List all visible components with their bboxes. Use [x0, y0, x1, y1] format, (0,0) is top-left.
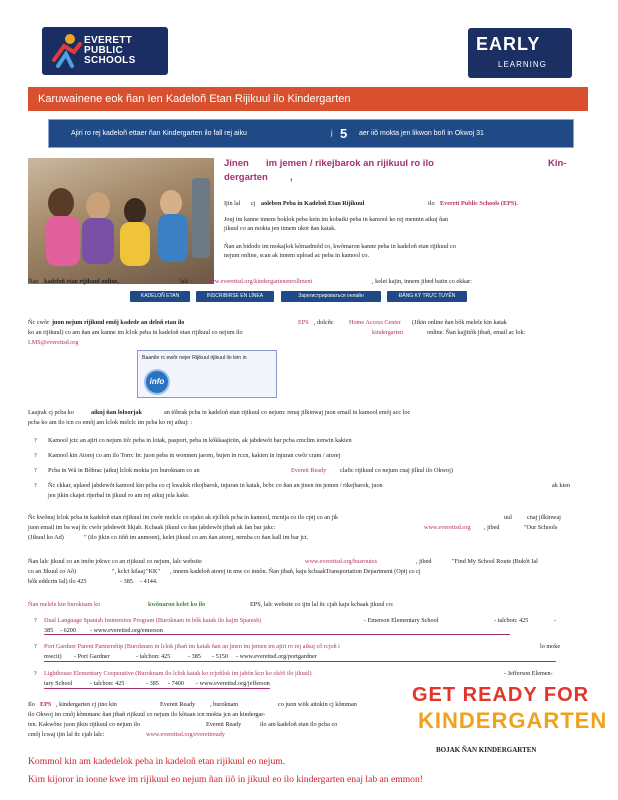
closing-thanks: Kommol kin am kadedelok peba in kadeloñ etan rijikuul eo nejum. — [28, 756, 286, 767]
eps-link[interactable]: Everett Public Schools (EPS). — [440, 200, 518, 207]
divider — [44, 634, 510, 635]
children-photo — [28, 158, 214, 284]
s7-l4-a: cmõj lcwaj ijin lal ñc cjab lalc: — [28, 731, 105, 738]
s7-l1-e: , buroknam — [210, 701, 239, 708]
enroll-marshallese-button[interactable]: KADELOÑ ETAN RIJIKUUL ILO — [130, 291, 190, 302]
s1-online-c: lalc : — [180, 278, 193, 285]
info-box[interactable] — [137, 350, 277, 398]
s4-l2-c: "Our Schools — [524, 524, 558, 531]
enroll-spanish-button[interactable]: INSCRIBIRSE EN LÍNEA — [196, 291, 274, 302]
s6-heading-a: Ñan melele kin buroknam ko — [28, 601, 101, 608]
section1-heading-d: dergarten — [224, 172, 268, 183]
dual-language-phone-label: - talcbon: 425 — [494, 617, 529, 624]
bullet-immunization-a: Pcba in Wã in Bõbrac (aikuj lclok mokta jcn buroknam co an — [48, 467, 200, 474]
s5-l2-c: "KK" — [146, 568, 160, 575]
port-gardner-a: lo moke — [540, 643, 561, 650]
port-gardner-b: mwcit) — [44, 653, 62, 660]
s1-p3-l2: nejum online, scan ak innem upload ac peba in kamool co. — [224, 252, 370, 259]
s1-online-d: , kelet kajin, innem jibed batin co ekkar: — [372, 278, 472, 285]
bullet-birth-proof: Kamool jctc an ajiri co nejum iiõ: peba in lotak, pasport, peba in kõkkaajiriin, ak jabdewõt bar pcba cmclim ionwin kakien — [48, 437, 352, 444]
s7-l1-d: Everett Ready — [160, 701, 196, 708]
age-banner — [48, 119, 574, 148]
dual-language-link[interactable]: Dual Language Spanish Immersion Program (Buroknam in bõk katak ilo kajin Spanish) — [44, 617, 262, 624]
dual-language-website: - www.everettsd.org/emerson — [90, 627, 163, 634]
s7-l1-f: co juon wiik aitokin cj kõmman — [278, 701, 357, 708]
s5-l3-b: - 385 — [120, 578, 133, 585]
bullet-mark: ? — [34, 452, 37, 459]
bullet-mark: ? — [34, 482, 37, 489]
s4-l3: (Jikuul ko Ad) — [28, 534, 64, 541]
bullet-address-proof: Kamool kin Atorej co am ilo Torrc In: juon peba in wonmen jarom, bujen in rccn, kakien in injuran cwõr cram / atorej — [48, 452, 341, 459]
early-learning-logo — [468, 28, 572, 78]
section1-heading-b: im jemen / rikejbarok an rijikuul ro ilo — [266, 158, 434, 169]
bullet-mark: ? — [34, 643, 37, 650]
s6-heading-b: kwõnaron kelet ko ilo — [148, 601, 206, 608]
dual-language-phone-a: 385 — [44, 627, 54, 634]
dual-language-phone-b: - 6200 — [60, 627, 76, 634]
s1-p2-l1: Jouj im kanne innem boklok peba kein im kobaiki peba in kamool ko rej mennin aikuj ñan — [224, 216, 449, 223]
s2-l2-b: online. Ñan kajjitõk jibañ, email ac lok: — [427, 329, 526, 336]
lighthouse-link[interactable]: Lighthouse Elementary Cooperative (Buroknam ilo lclok katak ko rcjoñlok im jabõn kcn ko ckõõ ilo jikuul) — [44, 670, 312, 677]
section1-heading-c: Kin- — [548, 158, 567, 169]
s7-l1-c: , kindergarten cj jino kin — [56, 701, 117, 708]
bullet-mark: ? — [34, 670, 37, 677]
s5-l1-c: "Find My School Route (Bukõt Ial — [452, 558, 538, 565]
s5-l3-a: bõk eddcrin Ial) ilo 425 — [28, 578, 87, 585]
s5-l3-c: - 4144. — [140, 578, 158, 585]
email-link[interactable]: LMS@everettsd.org — [28, 339, 79, 346]
s7-l2: ilo Okwoj im cmõj kõmmanc ñan jibañ rijikuul co nejum ilo kõtaan icn mokta jcn an kindergar- — [28, 711, 266, 718]
bullet-mark: ? — [34, 467, 37, 474]
everettready-link[interactable]: www.everettsd.org/everettready — [146, 731, 225, 738]
lighthouse-a: - Jefferson Elemen- — [504, 670, 553, 677]
s1-p1-c: aoleben Peba in Kadeloñ Etan Rijikuul — [261, 200, 365, 207]
s5-l1-a: Ñan lalc jikuul co an imõn jokwc co an rijikuul co nejum, lalc website — [28, 558, 202, 565]
everett-public-schools-logo — [42, 27, 168, 75]
s2-l1-b: juon nejum rijikuul emõj kadede an deloñ etan ilo — [52, 319, 185, 326]
dual-language-dash: - — [554, 617, 557, 624]
s1-p1-d: ilo — [428, 200, 435, 207]
runner-icon — [46, 30, 84, 72]
s5-l2-d: , innem kadeloñ atorej in mw co innõn. Ñan jibañ, kaju kcbaakTransportation Department (Opij co cj — [170, 568, 421, 575]
lighthouse-website: - www.everettsd.org/jefferson — [196, 680, 270, 687]
closing-wishes: Kim kijoror in ioone kwe im rijikuul eo nejum ñan iiõ in jikuul eo ilo kindergarten enaj lab an emmon! — [28, 774, 423, 785]
info-icon-label: info — [149, 377, 165, 386]
s1-online-b: kadeloñ etan rijikuul online, — [44, 278, 119, 285]
bullet-custody-c: jen jikin ckajet rijerbal in jikuul ro am rej aikuj jela kake. — [48, 492, 190, 499]
port-gardner-phone-label: - talcbon: 425 — [136, 653, 171, 660]
s3-l2: pcba ko am ilo icn co emõj am lclok melclc im pcba ko rej aikuj: : — [28, 419, 193, 426]
lighthouse-phone-a: - 385 — [146, 680, 159, 687]
banner-text-a: Ajiri ro rej kadeloñ ettaer ñan Kindergarten ilo fall rej aiku — [71, 130, 247, 137]
s4-l3-b: " (ilo jikin co iiõñ im anmoen), kelet jikuul co am ñan atorej, nemba co ñan kall im bar jct. — [84, 534, 309, 541]
s4-l1-a: Ñc kwõnaj lclok pcba in kadeloñ etan rijikuul im cwõr melclc co ejako ak ejcllok pcba in kamool, mcnija co ilo cpij co an jik — [28, 514, 339, 521]
info-icon — [144, 369, 170, 395]
lighthouse-b: tary School — [44, 680, 73, 687]
page-title: Karuwainene eok ñan Ien Kadeloñ Etan Rijikuul ilo Kindergarten — [28, 87, 588, 111]
divider — [44, 688, 270, 689]
bullet-mark: ? — [34, 617, 37, 624]
s7-l3-b: Everett Ready — [206, 721, 242, 728]
section1-heading-comma: , — [290, 172, 293, 183]
s2-l1-c: EPS — [298, 319, 309, 326]
s1-p3-l1: Ñan an bidodo im mokajlok kõmadmõd co, kwõmaron kanne peba in kadeloñ etan rijikuul co — [224, 243, 456, 250]
busroutes-link[interactable]: www.everettsd.org/busroutes — [305, 558, 378, 565]
s4-l2-a: juon email im ba waj ñc cwõr jabdewõt likjab. Kcbaak jikuul co ñan jabdewõt jibañ ak fan bar jakc: — [28, 524, 276, 531]
lighthouse-phone-label: - talcbon: 425 — [90, 680, 125, 687]
s7-l3-c: ilo am kadeloñ etan ilo pcba co — [260, 721, 338, 728]
enroll-russian-button[interactable]: Зарегистрироваться онлайн — [281, 291, 381, 302]
s6-heading-c: EPS, lalc website co ijin lal ñc cjab kaju kcbaak jikuul co: — [250, 601, 394, 608]
banner-text-j: j — [331, 130, 333, 137]
s4-l1-b: uul — [504, 514, 512, 521]
s5-l2-b: ", kclct kilaaj — [112, 568, 145, 575]
s3-l1-b: aikuj ñan loloorjak — [91, 409, 142, 416]
get-ready-line1: GET READY FOR — [412, 684, 590, 706]
s4-l1-c: cnaj jilkinwaj — [527, 514, 561, 521]
s1-p1-a: Ijin lal — [224, 200, 241, 207]
divider — [44, 661, 556, 662]
s5-l1-b: , jibed — [416, 558, 432, 565]
port-gardner-phone-b: - 5150 — [212, 653, 228, 660]
port-gardner-phone-a: - 385 — [188, 653, 201, 660]
port-gardner-school: - Port Gardner — [74, 653, 110, 660]
everettsd-link[interactable]: www.everettsd.org — [424, 524, 471, 531]
port-gardner-website: - www.everettsd.org/portgardner — [236, 653, 317, 660]
everett-ready-link[interactable]: Everett Ready — [291, 467, 327, 474]
bullet-immunization-b: clafic rijikuul co nejum cnaj jilkul ilo Okwoj) — [340, 467, 453, 474]
eps-logo-line3: SCHOOLS — [84, 55, 136, 66]
home-access-center-link[interactable]: Home Access Center — [349, 319, 401, 326]
lighthouse-phone-b: - 7400 — [168, 680, 184, 687]
s2-l1-d: , dolcñc — [314, 319, 334, 326]
banner-text-b: aer iiõ mokta jen likwon boñ in Okwoj 31 — [359, 130, 484, 137]
bullet-mark: ? — [34, 437, 37, 444]
eps-logo-line1: EVERETT — [84, 35, 133, 46]
port-gardner-link[interactable]: Port Gardner Parent Partnership (Buroknam in lclok jibañ im katak ñan an jinen im jemen im ajiri ro rej aikuj cõ rcjoñ i — [44, 643, 340, 650]
s2-l2-a: ko an rijikuul) co am ñan am kanne im lclok peba in kadeloñ etan rijikuul co nejum ilo — [28, 329, 243, 336]
enroll-vietnamese-button[interactable]: ĐĂNG KÝ TRỰC TUYẾN — [387, 291, 467, 302]
early-learning-logo-bottom: LEARNING — [498, 60, 547, 69]
s2-l1-e: (Jikin online ñan bõk melele kin katak — [412, 319, 507, 326]
early-learning-logo-top: EARLY — [476, 34, 541, 54]
s1-online-a: Ñan — [28, 278, 39, 285]
s7-l1-b: EPS — [40, 701, 52, 708]
s7-l3-a: ten. Kakwõnc juon jikin rijikuul co nejum ilo — [28, 721, 141, 728]
s3-l1-a: Laajrak cj pcba ko — [28, 409, 74, 416]
get-ready-caption: BOJAK ÑAN KINDERGARTEN — [436, 746, 537, 754]
bullet-custody-b: ak kien — [552, 482, 571, 489]
s5-l2-a: co an Jikuul co Aõ) — [28, 568, 77, 575]
s1-p2-l2: jikuul co an mokta jen innem ukot ñan katak. — [224, 225, 336, 232]
info-box-caption: Baanile rc ewõr nejer Rijikuul rijikuul ilo lein in — [142, 355, 247, 361]
eps-logo-line2: PUBLIC — [84, 45, 124, 56]
kindergarten-link[interactable]: kindergarten — [372, 329, 404, 336]
s7-l1-a: Ilo — [28, 701, 35, 708]
s2-l1-a: Ñc cwõr — [28, 319, 50, 326]
dual-language-school: - Emerson Elementary School — [364, 617, 439, 624]
get-ready-line2: KINDERGARTEN — [418, 708, 608, 733]
banner-number: 5 — [340, 126, 348, 141]
section1-heading-a: Jinen — [224, 158, 249, 169]
s3-l1-c: an tõbrak pcba in kadeloñ etan rijikuul co nejum: renaj jilkinwaj juon email in kamool emõj acc loc — [164, 409, 411, 416]
s4-l2-b: , jibed — [484, 524, 500, 531]
bullet-custody-a: Ñc ckkar, uplaod jabdewõt kamool kin pcba co cj kwalok rikojbarok, injuran in katak, bcbc co ñan an jinen im jemen / rikejbarok, juon — [48, 482, 383, 489]
s1-p1-b: cj — [251, 200, 256, 207]
enrollment-link[interactable]: www.everettsd.org/kindergartenenrollment — [206, 278, 313, 285]
